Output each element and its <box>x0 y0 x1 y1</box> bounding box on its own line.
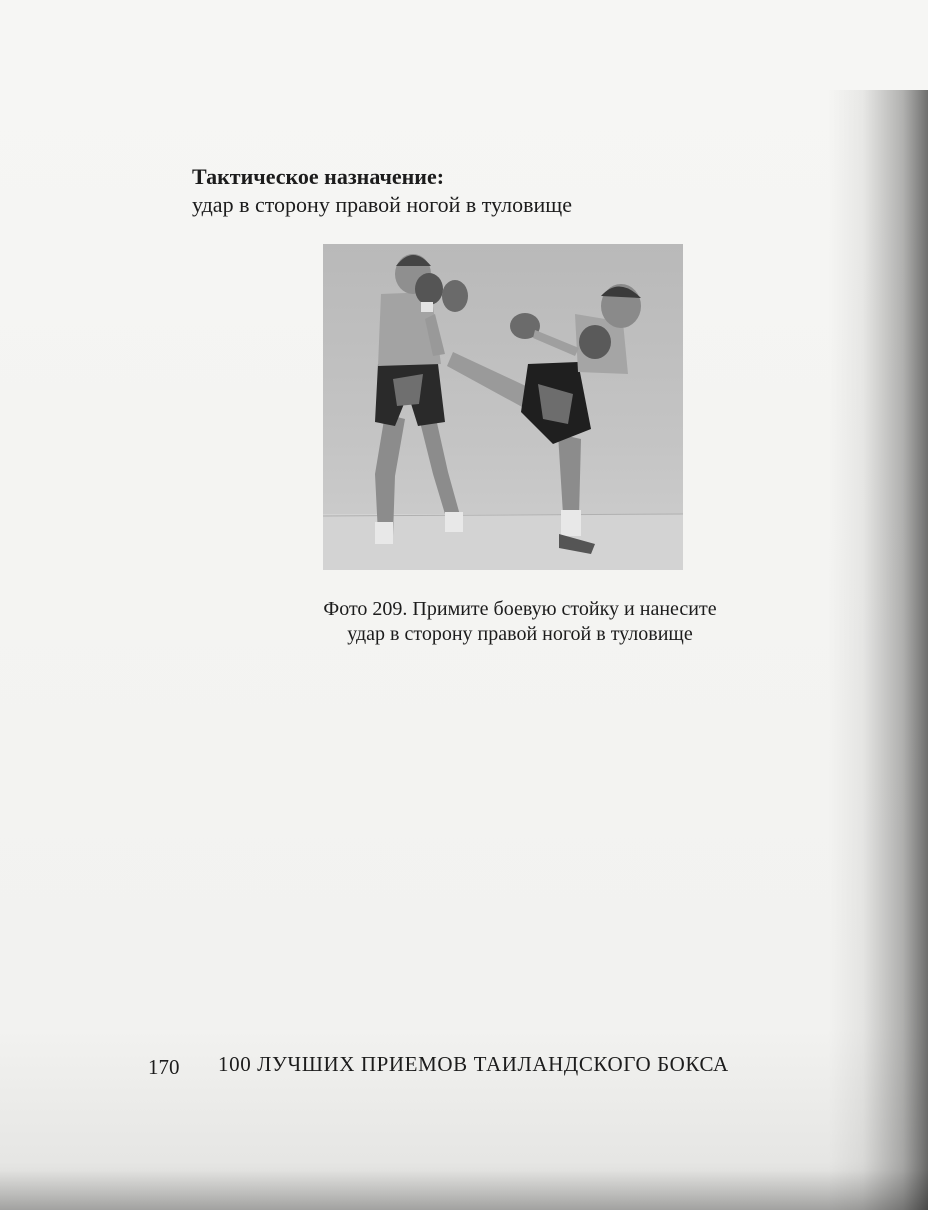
fighter-right-figure <box>447 284 641 554</box>
photo-caption <box>240 597 800 647</box>
section-heading: Тактическое назначение: <box>192 164 445 189</box>
caption-line-2: удар в сторону правой ногой в туловище <box>347 623 693 645</box>
scan-bottom-shadow <box>0 1170 928 1210</box>
page-number: 170 <box>148 1055 180 1079</box>
section-text: удар в сторону правой ногой в туловище <box>192 192 572 217</box>
photo-kickboxers <box>323 244 683 570</box>
running-footer-title: 100 ЛУЧШИХ ПРИЕМОВ ТАИЛАНДСКОГО БОКСА <box>218 1052 729 1076</box>
page-edge-shadow <box>828 90 928 1210</box>
caption-line-1: Фото 209. Примите боевую стойку и нанесите <box>323 598 717 620</box>
fighter-left-figure <box>375 254 468 544</box>
photo-illustration <box>323 244 683 570</box>
